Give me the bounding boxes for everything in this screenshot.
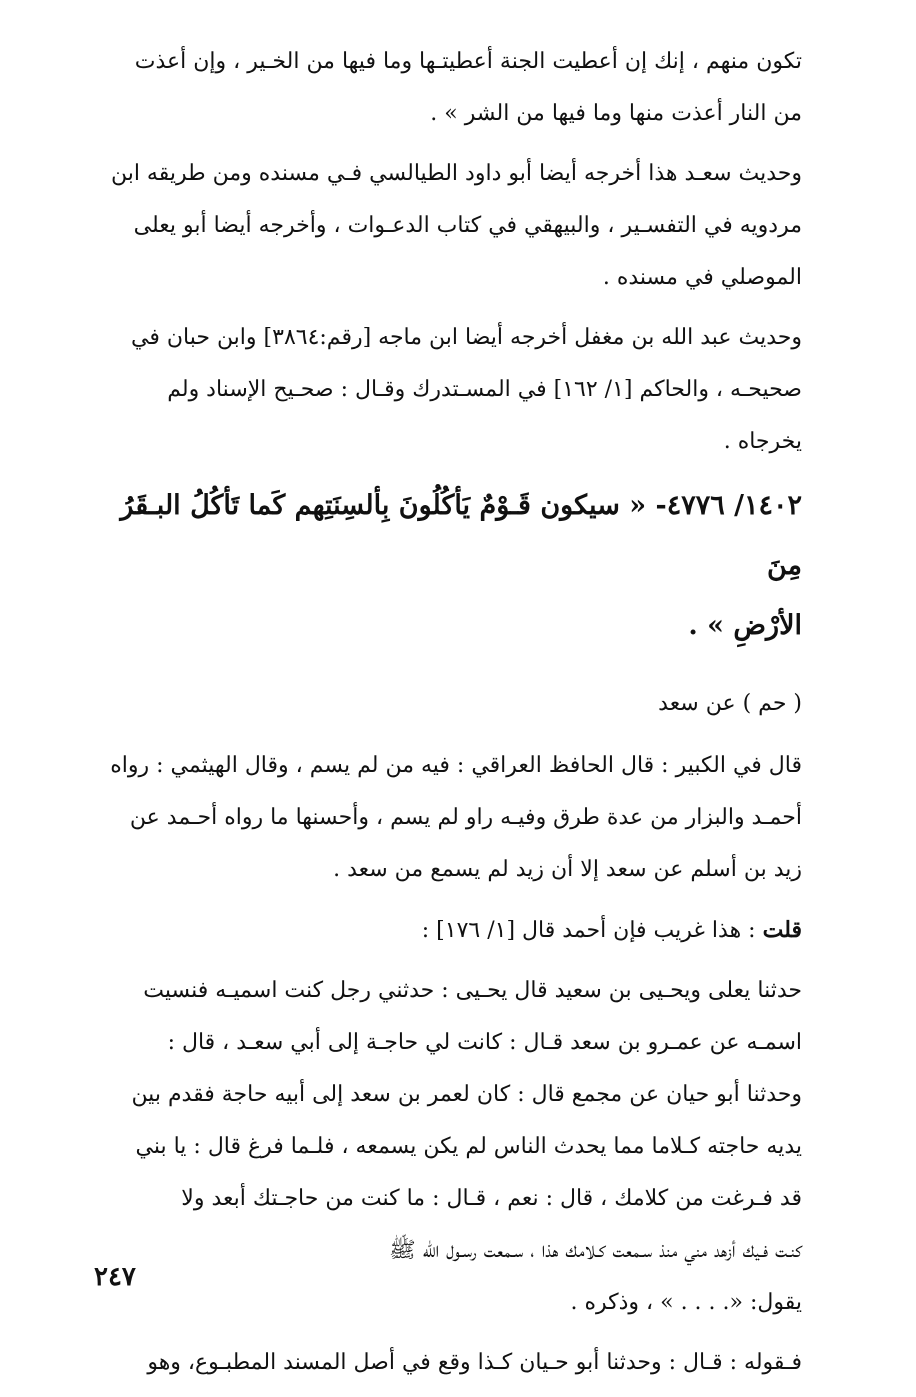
- page-number: ٢٤٧: [94, 1262, 136, 1292]
- hadith-text: [92, 476, 802, 656]
- text-line: وحدثنا أبو حيان عن مجمع قال : كان لعمر بن سعد إلى أبيه حاجة فقدم بين: [131, 1082, 802, 1107]
- text-line: اسمـه عن عمـرو بن سعد قـال : كانت لي حاجـة إلى أبي سعـد ، قال :: [167, 1030, 802, 1055]
- text-line: مردويه في التفسـير ، والبيهقي في كتاب الدعـوات ، وأخرجه أيضا أبو يعلى: [133, 213, 802, 238]
- text-line: فـقوله : قـال : وحدثنا أبو حـيان كـذا وقع في أصل المسند المطبـوع، وهو: [147, 1350, 802, 1375]
- text-line: يخرجاه .: [723, 429, 802, 454]
- paragraph-1: [92, 36, 802, 140]
- text-line: أحمـد والبزار من عدة طرق وفيـه راو لم يسم ، وأحسنها ما رواه أحـمد عن: [129, 805, 802, 830]
- text-line: قد فـرغت من كلامك ، قال : نعم ، قـال : ما كنت من حاجـتك أبعد ولا: [181, 1186, 802, 1211]
- text-line: حدثنا يعلى ويحـيى بن سعيد قال يحـيى : حدثني رجل كنت اسميـه فنسيت: [143, 978, 802, 1003]
- text-line: من النار أعذت منها وما فيها من الشر » .: [430, 101, 802, 126]
- qult-text: : هذا غريب فإن أحمد قال [١/ ١٧٦] :: [421, 918, 756, 943]
- final-paragraph: [92, 1337, 802, 1389]
- text-line: وحديث سعـد هذا أخرجه أيضا أبو داود الطيالسي فـي مسنده ومن طريقه ابن: [110, 161, 802, 186]
- text-line: زيد بن أسلم عن سعد إلا أن زيد لم يسمع من سعد .: [333, 857, 802, 882]
- hadith-source: ( حم ) عن سعد: [658, 691, 802, 716]
- text-line: صحيحـه ، والحاكم [١/ ١٦٢] في المسـتدرك وقـال : صحـيح الإسناد ولم: [167, 377, 802, 402]
- text-line: قال في الكبير : قال الحافظ العراقي : فيه من لم يسم ، وقال الهيثمي : رواه: [110, 753, 802, 778]
- qult-label: قلت: [762, 917, 802, 943]
- hadith-line: الأرْضِ » .: [688, 610, 802, 641]
- text-line: وحديث عبد الله بن مغفل أخرجه أيضا ابن ماجه [رقم:٣٨٦٤] وابن حبان في: [131, 325, 802, 350]
- narration-paragraph: [92, 965, 802, 1329]
- qult-paragraph: [92, 904, 802, 957]
- hadith-line: ١٤٠٢/ ٤٧٧٦- « سيكون قَـوْمٌ يَأكُلُونَ بِألسِنَتِهم كَما تَأكُلُ البـقَرُ مِنَ: [120, 490, 802, 581]
- commentary-paragraph: [92, 740, 802, 896]
- text-line: تكون منهم ، إنك إن أعطيت الجنة أعطيتـها وما فيها من الخـير ، وإن أعذت: [134, 49, 802, 74]
- page-body: [92, 36, 802, 1397]
- text-line: يديه حاجته كـلاما مما يحدث الناس لم يكن يسمعه ، فلـما فرغ قال : يا بني: [135, 1134, 802, 1159]
- text-line: الموصلي في مسنده .: [602, 265, 802, 290]
- text-line: يقول: «. . . . » ، وذكره .: [570, 1290, 802, 1315]
- paragraph-2: [92, 148, 802, 304]
- text-line: كنـت فـيك أزهد مني منذ سـمعت كـلامك هذا ، سـمعت رسـول الله ﷺ: [389, 1238, 802, 1263]
- paragraph-3: [92, 312, 802, 468]
